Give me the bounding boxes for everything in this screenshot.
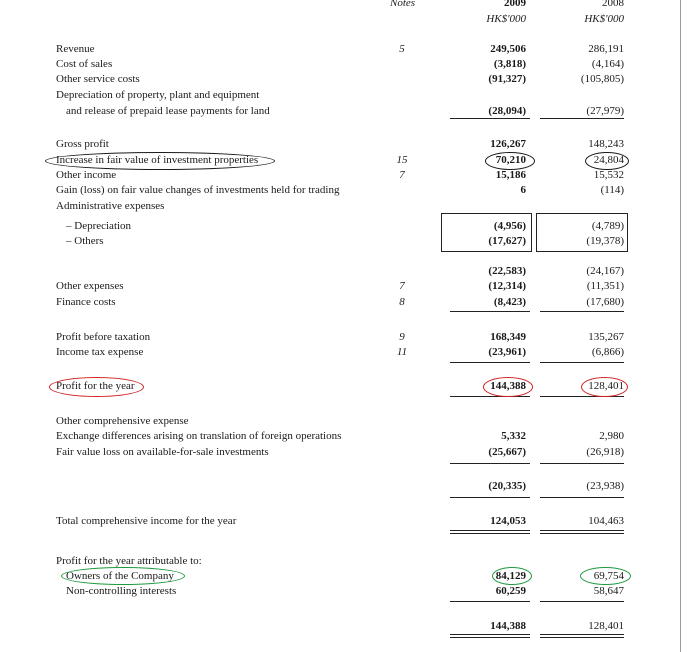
black-circle-annotation bbox=[45, 152, 275, 170]
owners-label: Owners of the Company bbox=[66, 570, 174, 582]
rule bbox=[450, 118, 530, 119]
other-service-costs-label: Other service costs bbox=[56, 73, 140, 85]
oci-total-2009: (20,335) bbox=[488, 480, 526, 492]
fair-value-increase-2008: 24,804 bbox=[593, 154, 624, 166]
rule bbox=[450, 311, 530, 312]
notes-header: Notes bbox=[390, 0, 416, 9]
oci-total-2008: (23,938) bbox=[586, 480, 624, 492]
admin-others-2008: (19,378) bbox=[586, 235, 624, 247]
finance-costs-note: 8 bbox=[399, 296, 405, 308]
rule bbox=[450, 497, 530, 498]
profit-before-tax-2008: 135,267 bbox=[588, 331, 624, 343]
rule bbox=[540, 497, 624, 498]
rule bbox=[540, 463, 624, 464]
profit-for-year-label: Profit for the year bbox=[56, 380, 135, 392]
admin-depreciation-2009: (4,956) bbox=[493, 220, 526, 232]
double-rule bbox=[540, 530, 624, 534]
depreciation-label-line2: and release of prepaid lease payments for land bbox=[66, 105, 270, 117]
income-tax-note: 11 bbox=[396, 346, 408, 358]
other-service-costs-2009: (91,327) bbox=[488, 73, 526, 85]
gross-profit-label: Gross profit bbox=[56, 138, 109, 150]
gross-profit-2008: 148,243 bbox=[588, 138, 624, 150]
profit-before-tax-label: Profit before taxation bbox=[56, 331, 151, 343]
black-circle-annotation bbox=[485, 152, 535, 170]
double-rule bbox=[450, 634, 530, 638]
owners-2008: 69,754 bbox=[593, 570, 624, 582]
black-circle-annotation bbox=[585, 152, 629, 170]
rule bbox=[450, 362, 530, 363]
gain-loss-label: Gain (loss) on fair value changes of investments held for trading bbox=[56, 184, 340, 196]
double-rule bbox=[450, 530, 530, 534]
depreciation-label-line1: Depreciation of property, plant and equipment bbox=[56, 89, 260, 101]
admin-depreciation-2008: (4,789) bbox=[591, 220, 624, 232]
other-expenses-label: Other expenses bbox=[56, 280, 124, 292]
fv-loss-afs-2009: (25,667) bbox=[488, 446, 526, 458]
total-comprehensive-2008: 104,463 bbox=[588, 515, 624, 527]
green-circle-annotation bbox=[61, 567, 185, 585]
admin-expenses-label: Administrative expenses bbox=[56, 200, 165, 212]
year-2009-header: 2009 bbox=[504, 0, 526, 9]
cost-of-sales-2008: (4,164) bbox=[591, 58, 624, 70]
red-circle-annotation bbox=[581, 377, 628, 397]
admin-depreciation-label: – Depreciation bbox=[66, 220, 132, 232]
depreciation-2008: (27,979) bbox=[586, 105, 624, 117]
exchange-diff-2009: 5,332 bbox=[501, 430, 526, 442]
other-income-2008: 15,532 bbox=[593, 169, 624, 181]
income-tax-2009: (23,961) bbox=[488, 346, 526, 358]
income-tax-2008: (6,866) bbox=[591, 346, 624, 358]
profit-for-year-2008: 128,401 bbox=[588, 380, 624, 392]
fair-value-increase-label: Increase in fair value of investment properties bbox=[56, 154, 259, 166]
revenue-2008: 286,191 bbox=[588, 43, 624, 55]
total-comprehensive-2009: 124,053 bbox=[490, 515, 526, 527]
fv-loss-afs-2008: (26,918) bbox=[586, 446, 624, 458]
finance-costs-label: Finance costs bbox=[56, 296, 116, 308]
red-circle-annotation bbox=[483, 377, 533, 397]
other-income-note: 7 bbox=[399, 169, 405, 181]
other-income-2009: 15,186 bbox=[495, 169, 526, 181]
other-expenses-note: 7 bbox=[399, 280, 405, 292]
attrib-total-2009: 144,388 bbox=[490, 620, 526, 632]
attributable-header-label: Profit for the year attributable to: bbox=[56, 555, 202, 567]
rule bbox=[540, 601, 624, 602]
green-circle-annotation bbox=[492, 567, 532, 585]
green-circle-annotation bbox=[580, 567, 631, 585]
other-income-label: Other income bbox=[56, 169, 117, 181]
exchange-diff-label: Exchange differences arising on translation of foreign operations bbox=[56, 430, 342, 442]
profit-for-year-2009: 144,388 bbox=[490, 380, 526, 392]
profit-before-tax-2009: 168,349 bbox=[490, 331, 526, 343]
rule bbox=[450, 601, 530, 602]
unit-2008-header: HK$'000 bbox=[584, 13, 624, 25]
owners-2009: 84,129 bbox=[495, 570, 526, 582]
revenue-label: Revenue bbox=[56, 43, 95, 55]
finance-costs-2009: (8,423) bbox=[493, 296, 526, 308]
cost-of-sales-2009: (3,818) bbox=[493, 58, 526, 70]
other-service-costs-2008: (105,805) bbox=[580, 73, 624, 85]
cost-of-sales-label: Cost of sales bbox=[56, 58, 113, 70]
other-expenses-2008: (11,351) bbox=[586, 280, 624, 292]
admin-total-2009: (22,583) bbox=[488, 265, 526, 277]
revenue-note: 5 bbox=[399, 43, 405, 55]
revenue-2009: 249,506 bbox=[490, 43, 526, 55]
exchange-diff-2008: 2,980 bbox=[599, 430, 624, 442]
gain-loss-2009: 6 bbox=[520, 184, 526, 196]
non-controlling-label: Non-controlling interests bbox=[66, 585, 177, 597]
total-comprehensive-label: Total comprehensive income for the year bbox=[56, 515, 237, 527]
rule bbox=[540, 311, 624, 312]
red-circle-annotation bbox=[49, 377, 144, 397]
rule bbox=[540, 118, 624, 119]
admin-others-2009: (17,627) bbox=[488, 235, 526, 247]
gross-profit-2009: 126,267 bbox=[490, 138, 526, 150]
fair-value-increase-2009: 70,210 bbox=[495, 154, 526, 166]
admin-total-2008: (24,167) bbox=[586, 265, 624, 277]
rule bbox=[540, 362, 624, 363]
rule bbox=[450, 463, 530, 464]
finance-costs-2008: (17,680) bbox=[586, 296, 624, 308]
income-tax-label: Income tax expense bbox=[56, 346, 144, 358]
non-controlling-2008: 58,647 bbox=[593, 585, 624, 597]
non-controlling-2009: 60,259 bbox=[495, 585, 526, 597]
admin-others-label: – Others bbox=[66, 235, 104, 247]
profit-before-tax-note: 9 bbox=[399, 331, 405, 343]
unit-2009-header: HK$'000 bbox=[486, 13, 526, 25]
gain-loss-2008: (114) bbox=[600, 184, 624, 196]
other-expenses-2009: (12,314) bbox=[488, 280, 526, 292]
depreciation-2009: (28,094) bbox=[488, 105, 526, 117]
attrib-total-2008: 128,401 bbox=[588, 620, 624, 632]
year-2008-header: 2008 bbox=[602, 0, 624, 9]
oci-header-label: Other comprehensive expense bbox=[56, 415, 189, 427]
fair-value-increase-note: 15 bbox=[396, 154, 408, 166]
double-rule bbox=[540, 634, 624, 638]
fv-loss-afs-label: Fair value loss on available-for-sale investments bbox=[56, 446, 269, 458]
